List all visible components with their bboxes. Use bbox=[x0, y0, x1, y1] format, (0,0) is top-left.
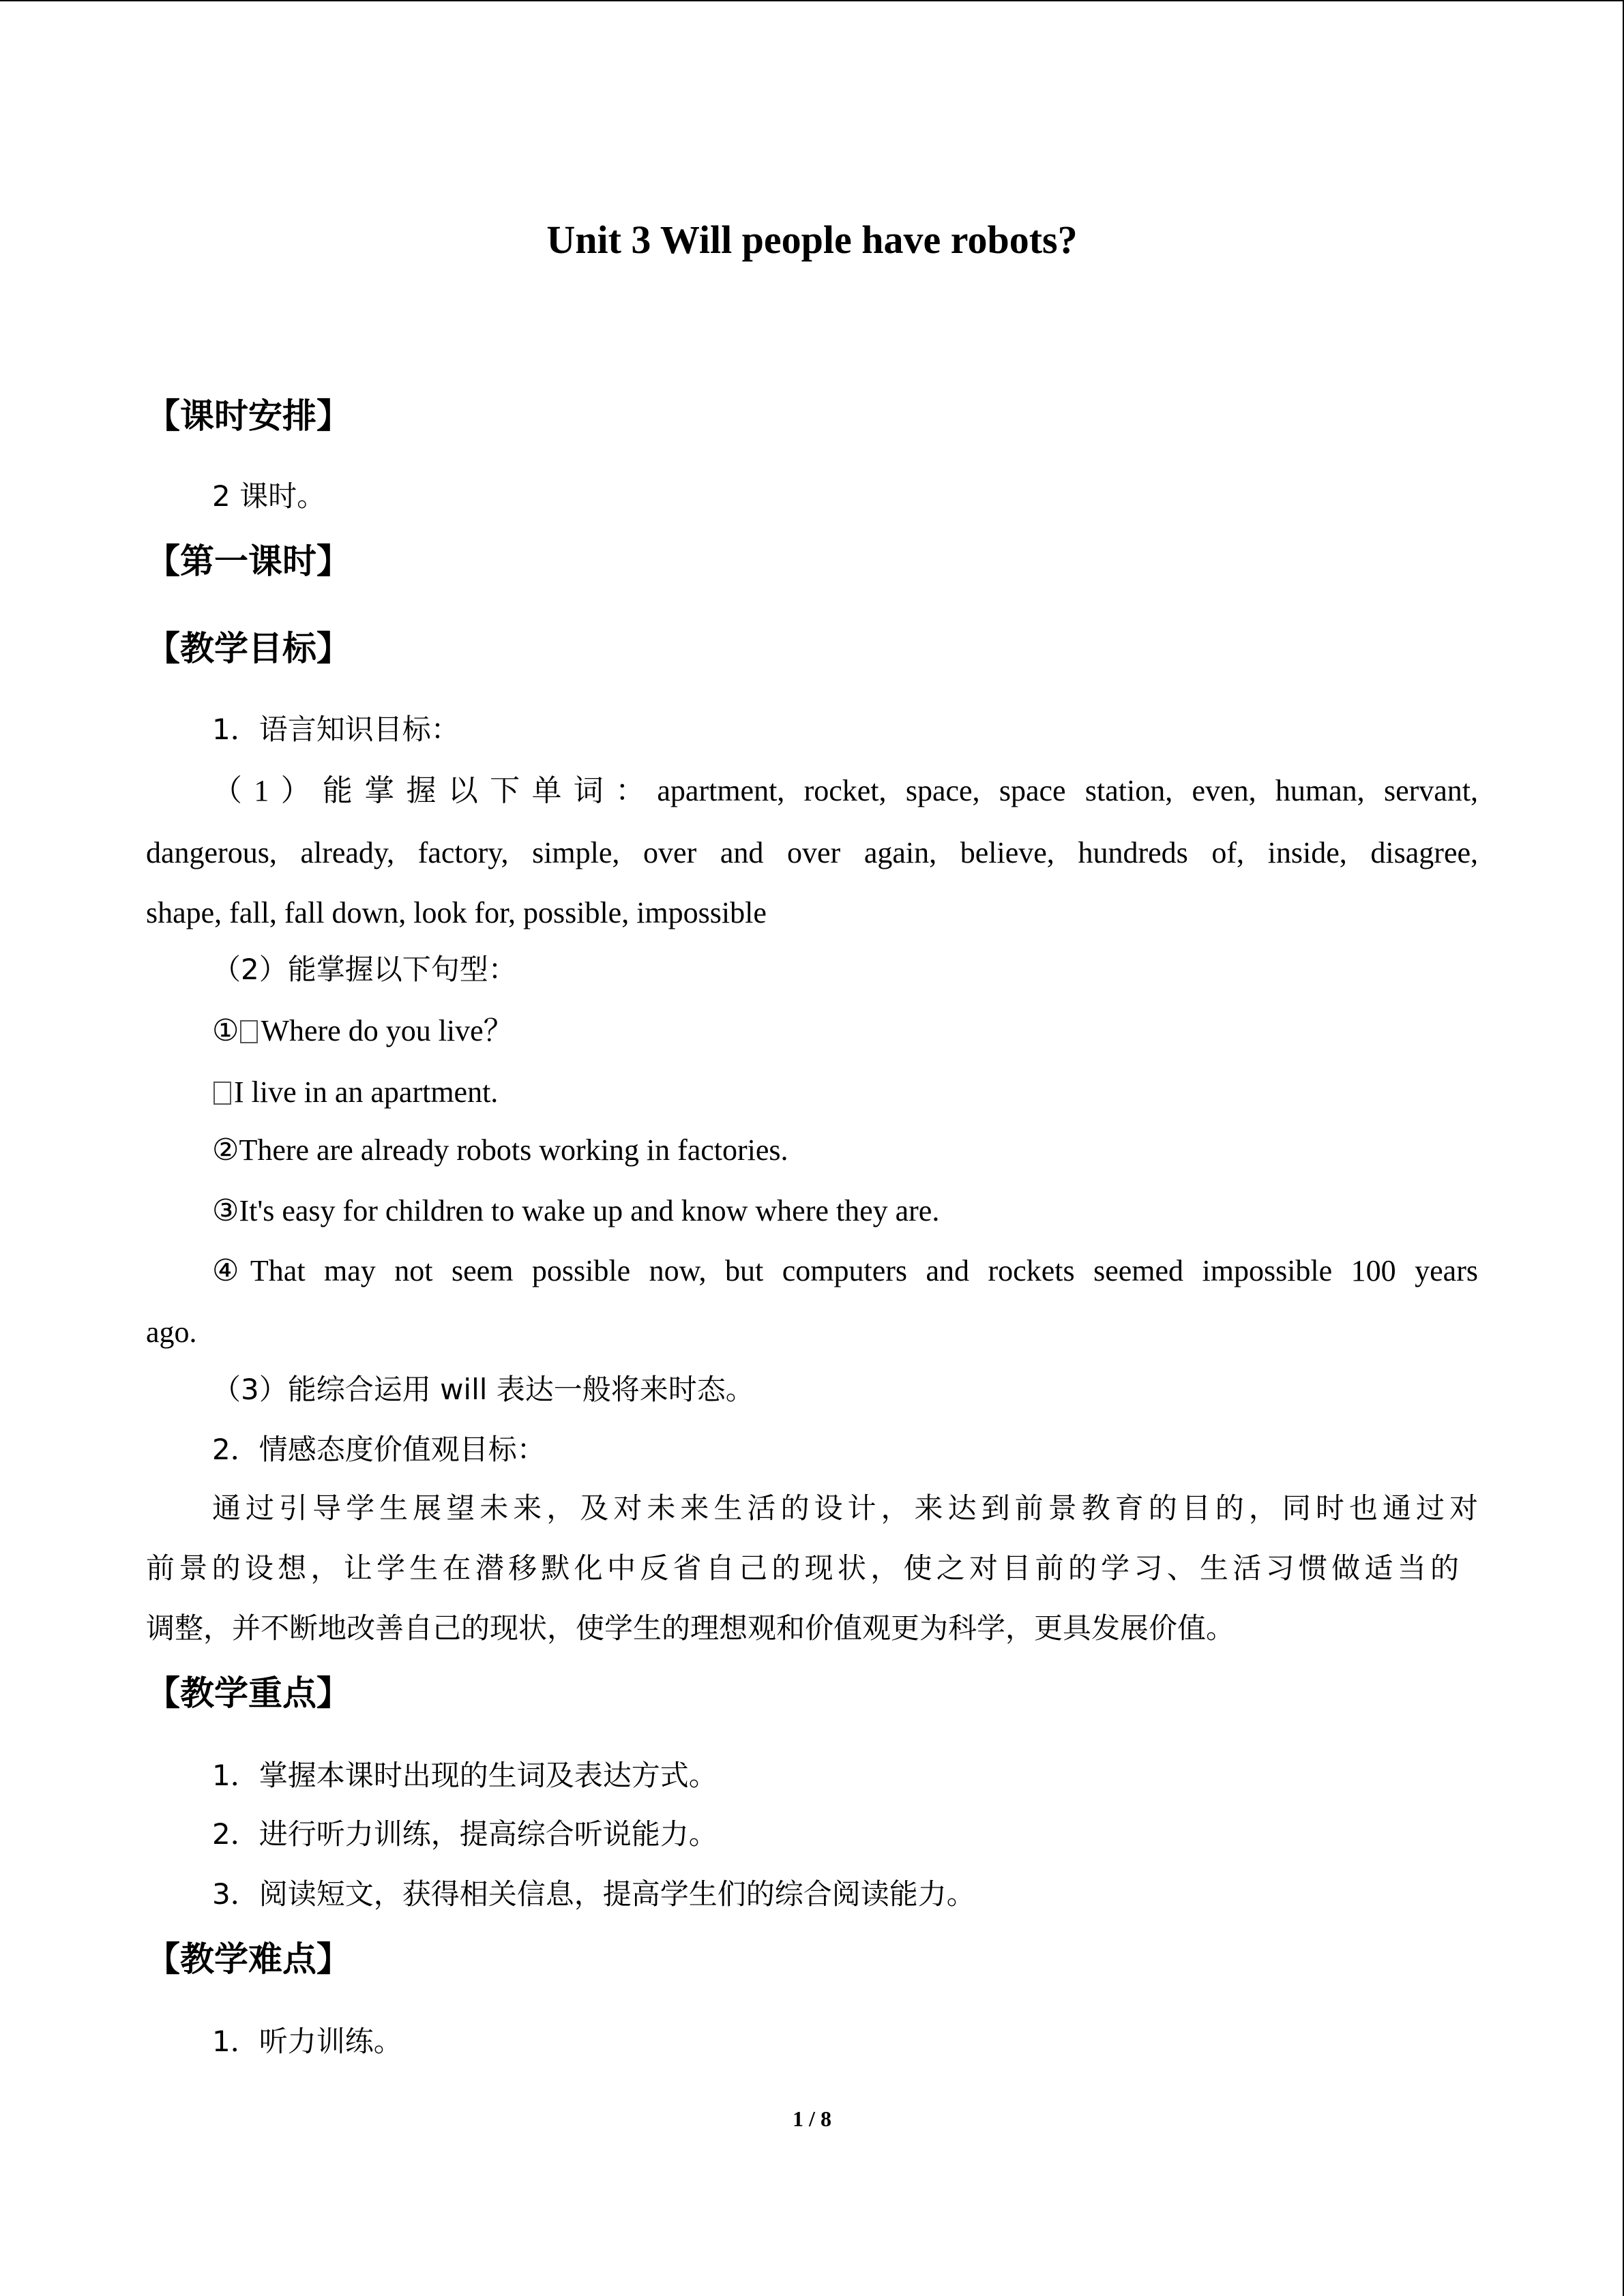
key-point-item: 3．阅读短文，获得相关信息，提高学生们的综合阅读能力。 bbox=[212, 1877, 975, 1911]
heading-objectives: 【教学目标】 bbox=[146, 629, 351, 668]
key-point-item: 1．掌握本课时出现的生词及表达方式。 bbox=[212, 1759, 718, 1792]
objective-item-1-3: （3）能综合运用 will 表达一般将来时态。 bbox=[212, 1373, 754, 1406]
vocab-line-3: shape, fall, fall down, look for, possible, impossible bbox=[146, 896, 767, 929]
heading-key-points: 【教学重点】 bbox=[146, 1673, 351, 1713]
sentence-2: ②There are already robots working in factories. bbox=[212, 1133, 788, 1167]
schedule-text: 2 课时。 bbox=[212, 479, 326, 513]
vocab-line-1: （1）能掌握以下单词：apartment, rocket, space, space station, even, human, servant, bbox=[212, 774, 1478, 807]
objective-item-2: 2．情感态度价值观目标： bbox=[212, 1433, 546, 1466]
sentence-1 bbox=[212, 1011, 514, 1052]
patterns-intro: （2）能掌握以下句型： bbox=[212, 953, 517, 986]
sentence-1b bbox=[212, 1072, 498, 1113]
page-title: Unit 3 Will people have robots? bbox=[546, 218, 1078, 262]
values-paragraph-line-3: 调整，并不断地改善自己的现状，使学生的理想观和价值观更为科学，更具发展价值。 bbox=[146, 1611, 1235, 1645]
values-paragraph-line-2: 前景的设想，让学生在潜移默化中反省自己的现状，使之对目前的学习、生活习惯做适当的 bbox=[146, 1551, 1459, 1585]
sentence-1-marker: ① bbox=[212, 1014, 239, 1047]
heading-difficulties: 【教学难点】 bbox=[146, 1939, 351, 1979]
sentence-3: ③It's easy for children to wake up and know where they are. bbox=[212, 1194, 940, 1227]
placeholder-box-icon bbox=[213, 1082, 231, 1105]
page-number: 1 / 8 bbox=[793, 2106, 831, 2131]
sentence-1-text: Where do you live？ bbox=[261, 1014, 514, 1047]
objective-item-1: 1．语言知识目标： bbox=[212, 713, 460, 746]
key-point-item: 2．进行听力训练，提高综合听说能力。 bbox=[212, 1817, 718, 1851]
sentence-4-line-2: ago. bbox=[146, 1315, 197, 1349]
heading-schedule: 【课时安排】 bbox=[146, 396, 351, 436]
sentence-1b-text: I live in an apartment. bbox=[234, 1075, 499, 1109]
heading-lesson-one: 【第一课时】 bbox=[146, 541, 351, 581]
difficulty-item: 1．听力训练。 bbox=[212, 2025, 402, 2058]
sentence-4-line-1: ④That may not seem possible now, but computers and rockets seemed impossible 100 years bbox=[212, 1254, 1478, 1287]
values-paragraph-line-1: 通过引导学生展望未来，及对未来生活的设计，来达到前景教育的目的，同时也通过对 bbox=[212, 1491, 1478, 1525]
placeholder-box-icon bbox=[240, 1020, 258, 1043]
vocab-line-2: dangerous, already, factory, simple, over and over again, believe, hundreds of, inside, disagree, bbox=[146, 836, 1478, 869]
